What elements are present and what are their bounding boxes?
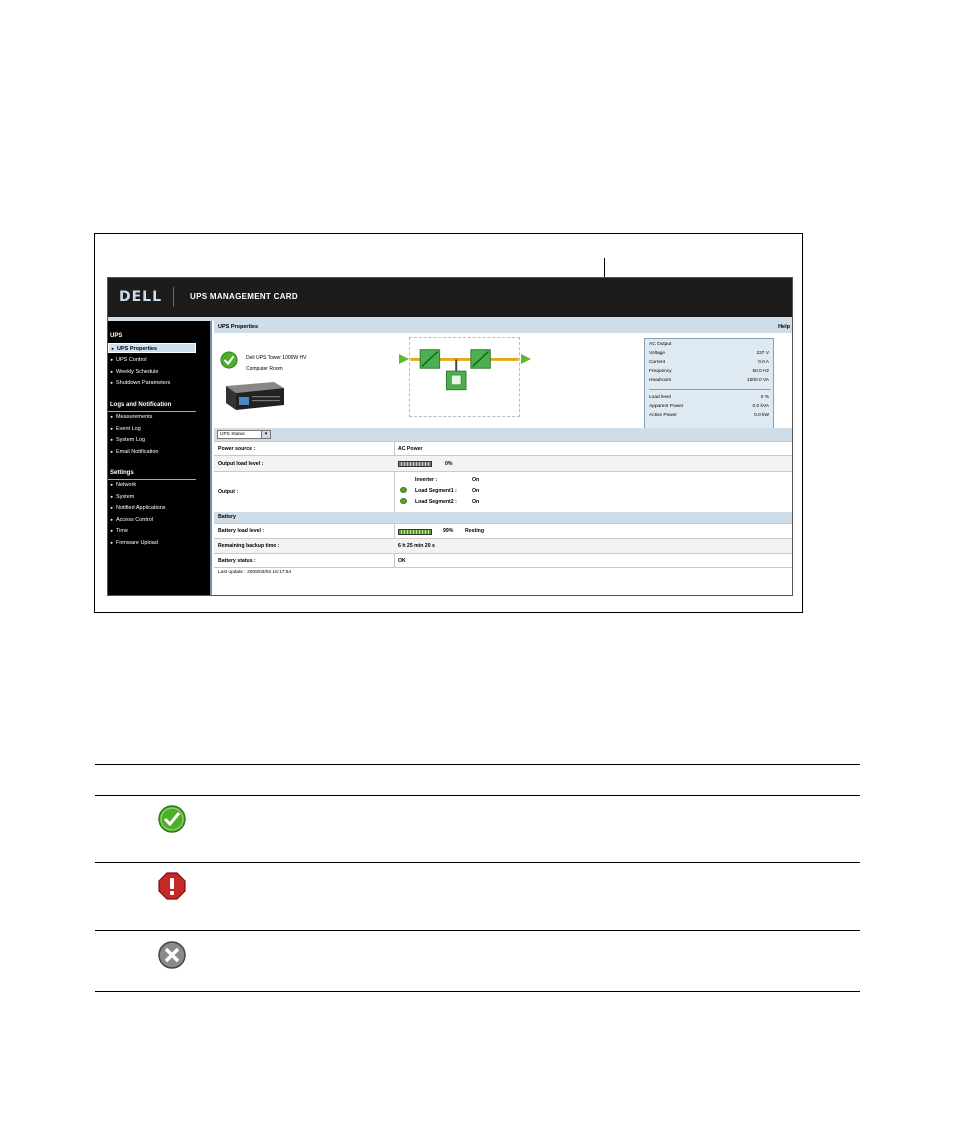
tooltip-value: 0 %	[760, 395, 769, 400]
table-row	[214, 441, 792, 455]
tooltip-row	[649, 412, 771, 420]
inverter-value: On	[472, 477, 480, 483]
arrow-right-icon: ►	[110, 482, 114, 487]
segment1-label: Load Segment1 :	[415, 488, 457, 494]
table-row	[214, 455, 792, 471]
table-row	[214, 471, 792, 512]
legend-table-row-rule	[95, 930, 860, 931]
nav-heading-ups: UPS	[110, 333, 123, 339]
sidebar-item-notified-applications[interactable]	[108, 503, 196, 513]
tooltip-label: Load level	[649, 395, 671, 400]
legend-table-header-rule	[95, 795, 860, 796]
status-selector-bar	[214, 428, 792, 441]
segment2-value: On	[472, 499, 480, 505]
battery-load-bar	[398, 529, 432, 535]
backup-time-label: Remaining backup time :	[218, 543, 280, 549]
nav-heading-logs: Logs and Notification	[110, 402, 172, 408]
last-update: Last update : 2009/03/03 16:17:54	[218, 570, 292, 575]
sidebar-item-label: Firmware Upload	[116, 540, 158, 546]
sidebar-item-label: Network	[116, 482, 137, 488]
sidebar-item-system-log[interactable]	[108, 435, 196, 445]
arrow-right-icon: ►	[111, 346, 115, 351]
tooltip-value: 237 V	[756, 351, 769, 356]
tooltip-value: 0.0 kVA	[752, 404, 769, 409]
sidebar-item-email-notification[interactable]	[108, 447, 196, 457]
legend-table-bottom-rule	[95, 991, 860, 992]
ups-device-image	[222, 376, 286, 412]
arrow-right-icon: ►	[110, 449, 114, 454]
status-view-select[interactable]	[217, 430, 271, 439]
arrow-right-icon: ►	[110, 414, 114, 419]
chevron-down-icon: ▾	[261, 431, 270, 438]
sidebar-item-label: Access Control	[116, 517, 153, 523]
arrow-right-icon: ►	[110, 380, 114, 385]
sidebar-item-label: Measurements	[116, 414, 153, 420]
dell-logo: DELL	[119, 289, 163, 305]
panel-title: UPS Properties	[218, 324, 259, 330]
sidebar-item-measurements[interactable]	[108, 412, 196, 422]
battery-section-header	[214, 512, 792, 523]
logo-separator	[173, 287, 174, 307]
sidebar-item-shutdown-parameters[interactable]	[108, 378, 196, 388]
power-source-label: Power source :	[218, 446, 256, 452]
table-row	[214, 538, 792, 553]
tooltip-title: AC Output	[649, 342, 672, 347]
ups-management-window	[107, 277, 793, 596]
sidebar-item-weekly-schedule[interactable]	[108, 367, 196, 377]
sidebar-item-network[interactable]	[108, 480, 196, 490]
sidebar-item-label: Time	[116, 528, 129, 534]
sidebar-item-time[interactable]	[108, 526, 196, 536]
sidebar-item-label: UPS Properties	[117, 346, 158, 352]
output-load-label: Output load level :	[218, 461, 264, 467]
sidebar-item-event-log[interactable]	[108, 424, 196, 434]
legend-table-top-rule	[95, 764, 860, 765]
tooltip-label: Active Power	[649, 413, 677, 418]
output-label: Output :	[218, 489, 239, 495]
sidebar-item-label: System	[116, 494, 135, 500]
output-arrow-icon	[520, 353, 532, 365]
input-arrow-icon	[398, 353, 410, 365]
sidebar-item-label: Event Log	[116, 426, 141, 432]
battery-load-value: 99%	[443, 528, 454, 534]
sidebar-item-firmware-upload[interactable]	[108, 538, 196, 548]
arrow-right-icon: ►	[110, 505, 114, 510]
sidebar-item-access-control[interactable]	[108, 515, 196, 525]
tooltip-label: Apparent Power	[649, 404, 684, 409]
battery-load-label: Battery load level :	[218, 528, 265, 534]
tooltip-value: 50.0 Hz	[752, 369, 769, 374]
device-name: Dell UPS Tower 1000W HV	[246, 355, 307, 361]
battery-section-title: Battery	[218, 514, 236, 520]
device-location: Computer Room	[246, 366, 283, 372]
inverter-label: Inverter :	[415, 477, 438, 483]
battery-status-label: Battery status :	[218, 558, 256, 564]
sidebar-item-system[interactable]	[108, 492, 196, 502]
check-icon	[157, 804, 187, 834]
tooltip-value: 1000.0 VA	[746, 378, 769, 383]
ac-output-tooltip	[644, 338, 774, 430]
alert-icon	[157, 871, 187, 901]
panel-header	[214, 321, 792, 333]
tooltip-row	[649, 377, 771, 385]
sidebar-item-label: Shutdown Parameters	[116, 380, 171, 386]
arrow-right-icon: ►	[110, 426, 114, 431]
tooltip-label: Current	[649, 360, 665, 365]
sidebar-item-label: Weekly Schedule	[116, 369, 159, 375]
sidebar-item-ups-control[interactable]	[108, 355, 196, 365]
tooltip-divider	[649, 389, 771, 390]
legend-table-row-rule	[95, 862, 860, 863]
battery-state: Resting	[465, 528, 485, 534]
segment-status-icon	[400, 498, 407, 504]
tooltip-label: Voltage	[649, 351, 666, 356]
sidebar-item-label: Email Notification	[116, 449, 159, 455]
tooltip-row	[649, 394, 771, 402]
tooltip-row	[649, 403, 771, 411]
sidebar-item-ups-properties[interactable]	[108, 343, 196, 353]
arrow-right-icon: ►	[110, 540, 114, 545]
ok-status-icon	[220, 351, 238, 369]
nav-heading-settings: Settings	[110, 470, 134, 476]
segment2-label: Load Segment2 :	[415, 499, 457, 505]
arrow-right-icon: ►	[110, 369, 114, 374]
arrow-right-icon: ►	[110, 528, 114, 533]
sidebar-item-label: System Log	[116, 437, 146, 443]
power-source-value: AC Power	[398, 446, 423, 452]
power-flow-diagram	[409, 337, 520, 417]
battery-status-value: OK	[398, 558, 406, 564]
tooltip-value: 0.0 kW	[754, 413, 769, 418]
arrow-right-icon: ►	[110, 357, 114, 362]
output-load-bar	[398, 461, 432, 467]
top-bar	[108, 278, 792, 317]
table-row	[214, 523, 792, 538]
segment1-value: On	[472, 488, 480, 494]
sidebar-item-label: Notified Applications	[116, 505, 166, 511]
segment-status-icon	[400, 487, 407, 493]
tooltip-row	[649, 359, 771, 367]
arrow-right-icon: ►	[110, 437, 114, 442]
tooltip-row	[649, 368, 771, 376]
help-link[interactable]: Help	[778, 324, 790, 330]
sidebar-item-label: UPS Control	[116, 357, 147, 363]
arrow-right-icon: ►	[110, 517, 114, 522]
app-title: UPS MANAGEMENT CARD	[190, 292, 298, 301]
main-content	[214, 321, 792, 596]
select-value: UPS Status	[220, 432, 245, 437]
tooltip-label: Frequency	[649, 369, 672, 374]
arrow-right-icon: ►	[110, 494, 114, 499]
sidebar	[108, 321, 212, 596]
tooltip-label: Headroom	[649, 378, 672, 383]
backup-time-value: 6 h 25 min 20 s	[398, 543, 435, 549]
table-row	[214, 553, 792, 568]
output-load-value: 0%	[445, 461, 453, 467]
x-icon	[157, 940, 187, 970]
tooltip-value: 0.0 A	[758, 360, 769, 365]
tooltip-row	[649, 350, 771, 358]
